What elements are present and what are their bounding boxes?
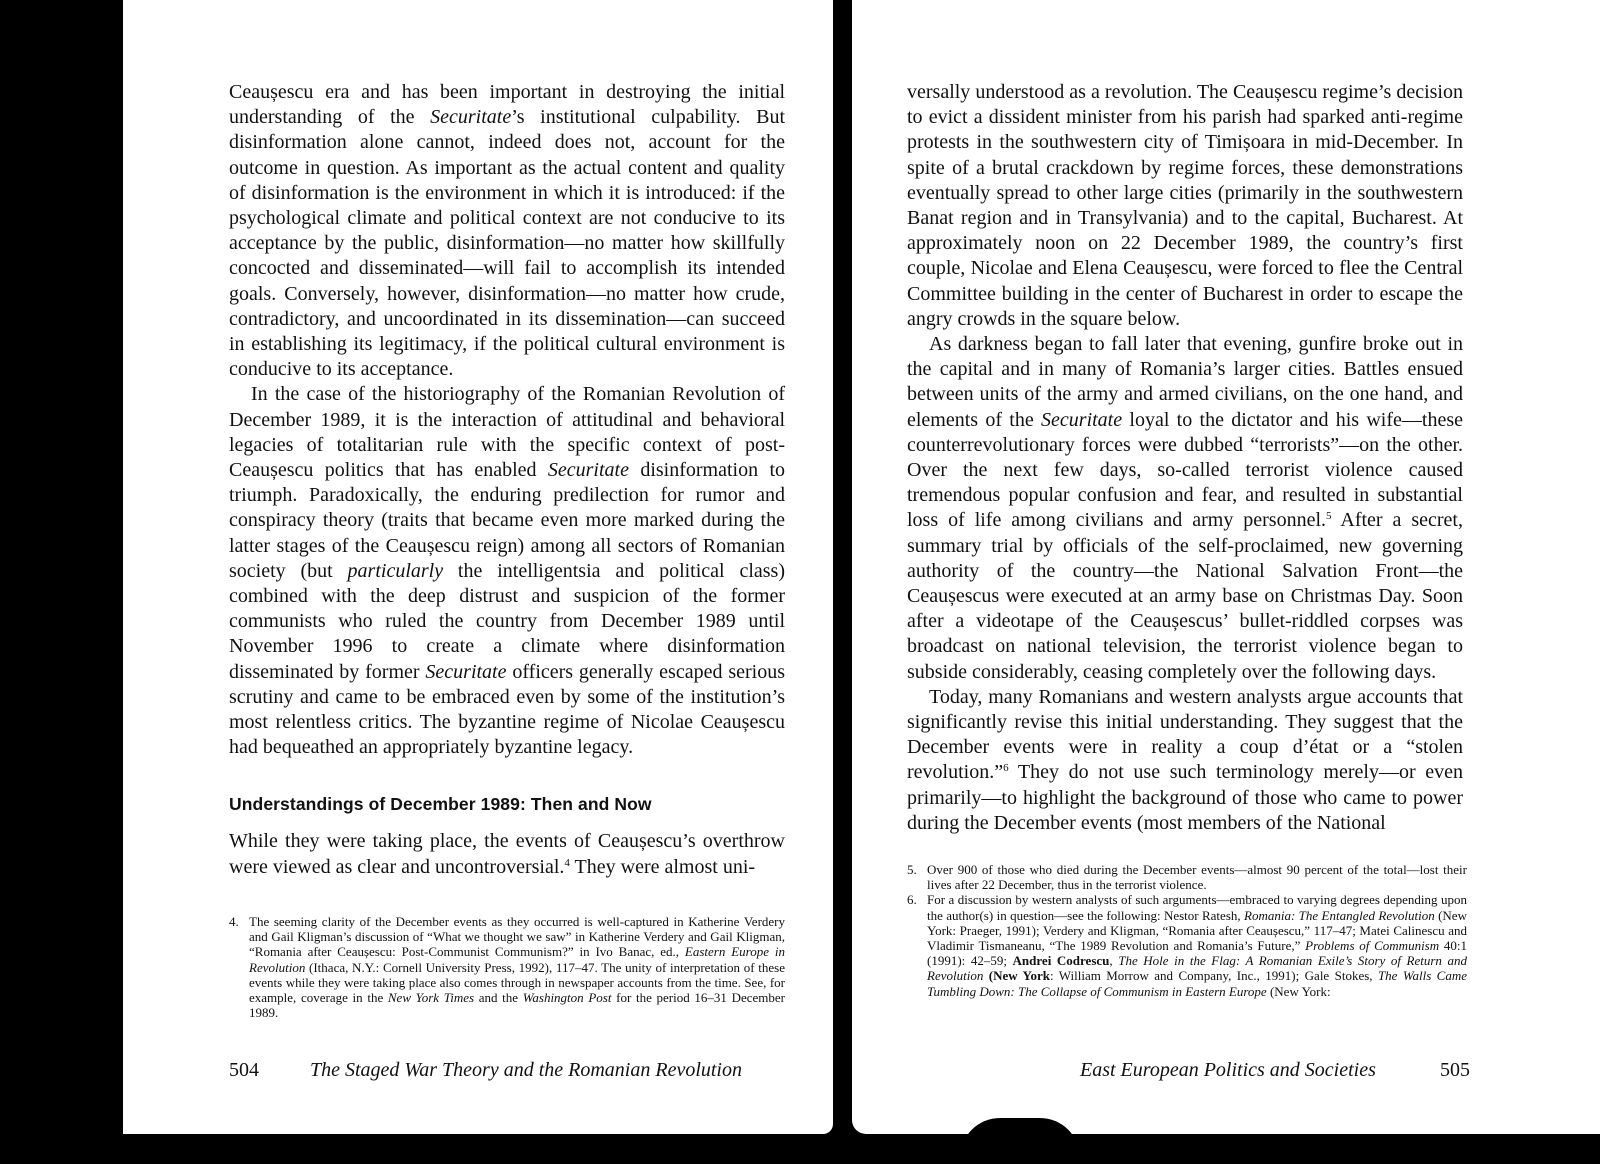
text-run: (New York: — [1266, 983, 1331, 999]
section-heading: Understandings of December 1989: Then and Now — [229, 794, 652, 815]
text-run: (New York: Praeger, 1991); Verdery and Kligman, “Romania after Ceaușescu,” 117–47; Matei Calinescu and Vladimir Tismaneanu, “The 1989 Revolution and Romania’s Future,” — [927, 907, 1467, 954]
body-paragraph — [229, 829, 785, 879]
italic-text: Problems of Communism — [1305, 938, 1440, 954]
bold-text: (New York — [983, 968, 1050, 984]
right-footnotes — [907, 862, 1467, 999]
text-run: and the — [474, 990, 523, 1006]
left-footnotes — [229, 914, 785, 1020]
text-run: Today, many Romanians and western analysts argue accounts that significantly revise this initial understanding. They suggest that the December events were in reality a coup d’état or a “stolen revolution.” — [907, 685, 1463, 784]
text-run: After a secret, summary trial by officials of the self-proclaimed, new governing authority of the country—the National Salvation Front—the Ceaușescus were executed at an army base on Christmas Day. Soon after a videotape of the Ceaușescus’ bullet-riddled corpses was broadcast on national television, the terrorist violence began to subside considerably, ceasing completely over the following days. — [907, 509, 1463, 683]
book-spine-gutter — [833, 0, 852, 1164]
text-run: While they were taking place, the events of Ceaușescu’s overthrow were viewed as clear and uncontroversial. — [229, 830, 785, 878]
italic-text: New York Times — [387, 990, 475, 1006]
italic-text: Washington Post — [522, 990, 612, 1006]
body-paragraph — [907, 332, 1463, 685]
text-run: The seeming clarity of the December events as they occurred is well-captured in Katherine Verdery and Gail Kligman’s discussion of “What we thought we saw” in Katherine Verdery and Gail Kligman, “Romania after Ceaușescu: Post-Communist Communism?” in Ivo Banac, ed., — [249, 914, 785, 960]
footnote — [907, 862, 1467, 892]
bold-text: Andrei Codrescu — [1012, 953, 1110, 969]
body-paragraph — [907, 80, 1463, 332]
text-run: : William Morrow and Company, Inc., 1991); Gale Stokes, — [1049, 968, 1378, 984]
italic-text: Securitate — [547, 459, 629, 482]
text-run: They do not use such terminology merely—or even primarily—to highlight the background of those who came to power during the December events (most members of the National — [907, 761, 1463, 834]
italic-text: Romania: The Entangled Revolution — [1244, 907, 1435, 923]
text-run: As darkness began to fall later that evening, gunfire broke out in the capital and in many of Romania’s larger cities. Battles ensued between units of the army and armed civilians, on the one hand, and elements of the — [907, 333, 1463, 431]
italic-text: Securitate — [1041, 408, 1123, 431]
left-running-title: The Staged War Theory and the Romanian Revolution — [310, 1059, 742, 1081]
text-run: for the period 16–31 December 1989. — [249, 990, 786, 1021]
italic-text: The Hole in the Flag: A Romanian Exile’s Story of Return and Revolution — [927, 953, 1467, 984]
right-page-number: 505 — [1440, 1059, 1470, 1081]
right-running-title: East European Politics and Societies — [1080, 1059, 1376, 1081]
footnote — [907, 892, 1467, 998]
footnote-number: 5. — [907, 862, 917, 877]
text-run: loyal to the dictator and his wife—these counterrevolutionary forces were dubbed “terrorists”—on the other. Over the next few days, so-called terrorist violence caused tremendous popular confusion and fear, and resulted in substantial loss of life among civilians and army personnel. — [907, 408, 1463, 532]
text-run: disinformation to triumph. Paradoxically, the enduring predilection for rumor and conspiracy theory (traits that became even more marked during the latter stages of the Ceaușescu reign) among all sectors of Romanian society (but — [229, 459, 786, 582]
text-run: In the case of the historiography of the Romanian Revolution of December 1989, it is the interaction of attitudinal and behavioral legacies of totalitarian rule with the specific context of post-Ceaușescu politics that has enabled — [229, 383, 785, 482]
footnote-number: 4. — [229, 914, 239, 929]
text-run: versally understood as a revolution. The Ceaușescu regime’s decision to evict a dissident minister from his parish had sparked anti-regime protests in the southwestern city of Timișoara in mid-December. In spite of a brutal crackdown by regime forces, these demonstrations eventually spread to other large cities (primarily in the southwestern Banat region and in Transylvania) and to the capital, Bucharest. At approximately noon on 22 December 1989, the country’s first couple, Nicolae and Elena Ceaușescu, were forced to flee the Central Committee building in the center of Bucharest in order to escape the angry crowds in the square below. — [907, 81, 1463, 330]
text-run: officers generally escaped serious scrutiny and came to be embraced even by some of the institution’s most relentless critics. The byzantine regime of Nicolae Ceaușescu had bequeathed an appropriately byzantine legacy. — [229, 660, 785, 759]
text-run: ’s institutional culpability. But disinformation alone cannot, indeed does not, account for the outcome in question. As important as the actual content and quality of disinformation is the environment in which it is introduced: if the psychological climate and political context are not conducive to its acceptance by the public, disinformation—no matter how skillfully concocted and disseminated—will fail to accomplish its intended goals. Conversely, however, disinformation—no matter how crude, contradictory, and uncoordinated in its dissemination—can succeed in establishing its legitimacy, if the political cultural environment is conducive to its acceptance. — [229, 106, 785, 381]
footnote-reference: 4 — [564, 856, 570, 869]
text-run: Over 900 of those who died during the December events—almost 90 percent of the total—lost their lives after 22 December, thus in the terrorist violence. — [927, 862, 1467, 893]
text-run: They were almost uni- — [569, 855, 756, 878]
text-run: the intelligentsia and political class) combined with the deep distrust and suspicion of the former communists who ruled the country from December 1989 until November 1996 to create a climate where disinformation disseminated by former — [229, 559, 785, 683]
text-run: Ceaușescu era and has been important in destroying the initial understanding of the — [229, 81, 785, 129]
body-paragraph — [229, 382, 785, 760]
right-body-paragraphs — [907, 80, 1463, 836]
left-page-body — [229, 80, 785, 880]
scan-shadow-artifact — [960, 1118, 1080, 1158]
right-page-body — [907, 80, 1463, 836]
italic-text: Securitate — [425, 660, 507, 683]
text-run: , — [1109, 953, 1119, 969]
footnote-reference: 6 — [1003, 762, 1009, 775]
text-run: (Ithaca, N.Y.: Cornell University Press, 1992), 117–47. The unity of interpretation of these events while they were taking place also comes through in newspaper accounts from the time. See, for example, coverage in the — [249, 959, 785, 1006]
left-page-number: 504 — [229, 1059, 259, 1081]
text-run: 40:1 (1991): 42–59; — [927, 938, 1468, 969]
body-paragraph — [907, 685, 1463, 836]
footnote-number: 6. — [907, 892, 917, 908]
italic-text: Eastern Europe in Revolution — [249, 944, 786, 975]
left-body-paragraphs — [229, 80, 785, 760]
italic-text: particularly — [347, 559, 444, 582]
footnote — [229, 914, 785, 1020]
left-body-after-heading — [229, 829, 785, 879]
body-paragraph — [229, 80, 785, 382]
italic-text: Securitate — [430, 106, 512, 129]
italic-text: The Walls Came Tumbling Down: The Collapse of Communism in Eastern Europe — [927, 968, 1467, 999]
text-run: For a discussion by western analysts of such arguments—embraced to varying degrees depending upon the author(s) in question—see the following: Nestor Ratesh, — [927, 892, 1467, 923]
footnote-reference: 5 — [1326, 510, 1332, 523]
